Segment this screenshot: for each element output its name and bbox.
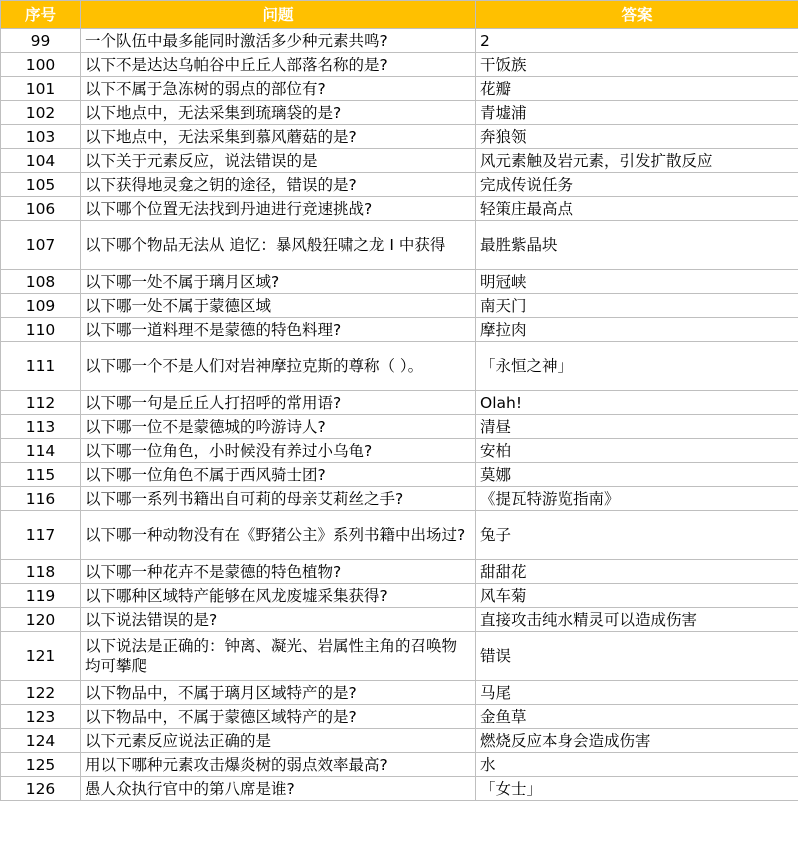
table-row <box>1 29 798 53</box>
row-answer: Olah! <box>476 391 798 415</box>
row-number: 118 <box>1 560 81 584</box>
row-question: 以下不属于急冻树的弱点的部位有? <box>81 77 476 101</box>
row-number: 112 <box>1 391 81 415</box>
table-row <box>1 342 798 391</box>
row-answer: 错误 <box>476 632 798 681</box>
table-row <box>1 294 798 318</box>
table-row <box>1 777 798 801</box>
row-question: 以下哪一处不属于璃月区域? <box>81 270 476 294</box>
table-row <box>1 149 798 173</box>
row-answer: 南天门 <box>476 294 798 318</box>
row-number: 101 <box>1 77 81 101</box>
table-row <box>1 197 798 221</box>
table-row <box>1 221 798 270</box>
row-number: 124 <box>1 729 81 753</box>
row-number: 117 <box>1 511 81 560</box>
row-answer: 马尾 <box>476 681 798 705</box>
table-row <box>1 584 798 608</box>
row-answer: 《提瓦特游览指南》 <box>476 487 798 511</box>
row-question: 愚人众执行官中的第八席是谁? <box>81 777 476 801</box>
row-question: 以下哪个位置无法找到丹迪进行竞速挑战? <box>81 197 476 221</box>
row-answer: 甜甜花 <box>476 560 798 584</box>
row-question: 以下元素反应说法正确的是 <box>81 729 476 753</box>
row-question: 以下哪一种花卉不是蒙德的特色植物? <box>81 560 476 584</box>
row-number: 113 <box>1 415 81 439</box>
row-question: 以下哪一位不是蒙德城的吟游诗人? <box>81 415 476 439</box>
header-row <box>1 1 798 29</box>
row-number: 110 <box>1 318 81 342</box>
table-row <box>1 270 798 294</box>
table-row <box>1 77 798 101</box>
table-row <box>1 753 798 777</box>
header-question: 问题 <box>81 1 476 29</box>
row-answer: 摩拉肉 <box>476 318 798 342</box>
row-answer: 兔子 <box>476 511 798 560</box>
table-row <box>1 511 798 560</box>
row-question: 以下哪一道料理不是蒙德的特色料理? <box>81 318 476 342</box>
header-answer: 答案 <box>476 1 798 29</box>
row-answer: 轻策庄最高点 <box>476 197 798 221</box>
row-number: 125 <box>1 753 81 777</box>
row-answer: 风车菊 <box>476 584 798 608</box>
row-number: 121 <box>1 632 81 681</box>
table-row <box>1 391 798 415</box>
row-question: 以下关于元素反应，说法错误的是 <box>81 149 476 173</box>
row-answer: 莫娜 <box>476 463 798 487</box>
row-number: 108 <box>1 270 81 294</box>
row-question: 以下不是达达乌帕谷中丘丘人部落名称的是? <box>81 53 476 77</box>
row-number: 103 <box>1 125 81 149</box>
row-question: 以下哪种区域特产能够在风龙废墟采集获得? <box>81 584 476 608</box>
row-number: 122 <box>1 681 81 705</box>
row-answer: 风元素触及岩元素，引发扩散反应 <box>476 149 798 173</box>
row-number: 116 <box>1 487 81 511</box>
row-question: 以下地点中，无法采集到慕风蘑菇的是? <box>81 125 476 149</box>
row-question: 以下地点中，无法采集到琉璃袋的是? <box>81 101 476 125</box>
row-question: 以下哪一系列书籍出自可莉的母亲艾莉丝之手? <box>81 487 476 511</box>
row-answer: 2 <box>476 29 798 53</box>
row-answer: 直接攻击纯水精灵可以造成伤害 <box>476 608 798 632</box>
row-answer: 完成传说任务 <box>476 173 798 197</box>
table-row <box>1 318 798 342</box>
row-question: 以下说法错误的是? <box>81 608 476 632</box>
row-question: 用以下哪种元素攻击爆炎树的弱点效率最高? <box>81 753 476 777</box>
row-number: 107 <box>1 221 81 270</box>
row-question: 以下哪一处不属于蒙德区域 <box>81 294 476 318</box>
table-row <box>1 463 798 487</box>
table-row <box>1 415 798 439</box>
row-question: 一个队伍中最多能同时激活多少种元素共鸣? <box>81 29 476 53</box>
row-answer: 青墟浦 <box>476 101 798 125</box>
table-row <box>1 53 798 77</box>
row-question: 以下物品中，不属于蒙德区域特产的是? <box>81 705 476 729</box>
table-row <box>1 560 798 584</box>
row-question: 以下哪一句是丘丘人打招呼的常用语? <box>81 391 476 415</box>
row-number: 114 <box>1 439 81 463</box>
row-number: 119 <box>1 584 81 608</box>
row-answer: 安柏 <box>476 439 798 463</box>
table-row <box>1 439 798 463</box>
row-number: 102 <box>1 101 81 125</box>
row-number: 123 <box>1 705 81 729</box>
row-question: 以下哪一位角色不属于西风骑士团? <box>81 463 476 487</box>
row-answer: 奔狼领 <box>476 125 798 149</box>
table-row <box>1 608 798 632</box>
row-answer: 水 <box>476 753 798 777</box>
row-number: 120 <box>1 608 81 632</box>
row-answer: 金鱼草 <box>476 705 798 729</box>
row-answer: 「永恒之神」 <box>476 342 798 391</box>
row-answer: 清昼 <box>476 415 798 439</box>
row-answer: 明冠峡 <box>476 270 798 294</box>
table-row <box>1 173 798 197</box>
row-answer: 燃烧反应本身会造成伤害 <box>476 729 798 753</box>
row-number: 115 <box>1 463 81 487</box>
table-row <box>1 705 798 729</box>
row-number: 104 <box>1 149 81 173</box>
row-question: 以下哪一个不是人们对岩神摩拉克斯的尊称（ ）。 <box>81 342 476 391</box>
row-number: 126 <box>1 777 81 801</box>
row-question: 以下获得地灵龛之钥的途径，错误的是? <box>81 173 476 197</box>
table-row <box>1 729 798 753</box>
row-answer: 最胜紫晶块 <box>476 221 798 270</box>
table-row <box>1 487 798 511</box>
row-question: 以下物品中，不属于璃月区域特产的是? <box>81 681 476 705</box>
table-row <box>1 681 798 705</box>
row-question: 以下哪一位角色，小时候没有养过小乌龟? <box>81 439 476 463</box>
row-number: 111 <box>1 342 81 391</box>
row-number: 109 <box>1 294 81 318</box>
row-number: 99 <box>1 29 81 53</box>
table-row <box>1 125 798 149</box>
table-row <box>1 632 798 681</box>
row-question: 以下哪个物品无法从 追忆：暴风般狂啸之龙 I 中获得 <box>81 221 476 270</box>
row-answer: 花瓣 <box>476 77 798 101</box>
row-number: 100 <box>1 53 81 77</box>
row-question: 以下说法是正确的：钟离、凝光、岩属性主角的召唤物均可攀爬 <box>81 632 476 681</box>
row-number: 106 <box>1 197 81 221</box>
row-question: 以下哪一种动物没有在《野猪公主》系列书籍中出场过? <box>81 511 476 560</box>
row-answer: 「女士」 <box>476 777 798 801</box>
row-answer: 干饭族 <box>476 53 798 77</box>
table-row <box>1 101 798 125</box>
row-number: 105 <box>1 173 81 197</box>
header-no: 序号 <box>1 1 81 29</box>
